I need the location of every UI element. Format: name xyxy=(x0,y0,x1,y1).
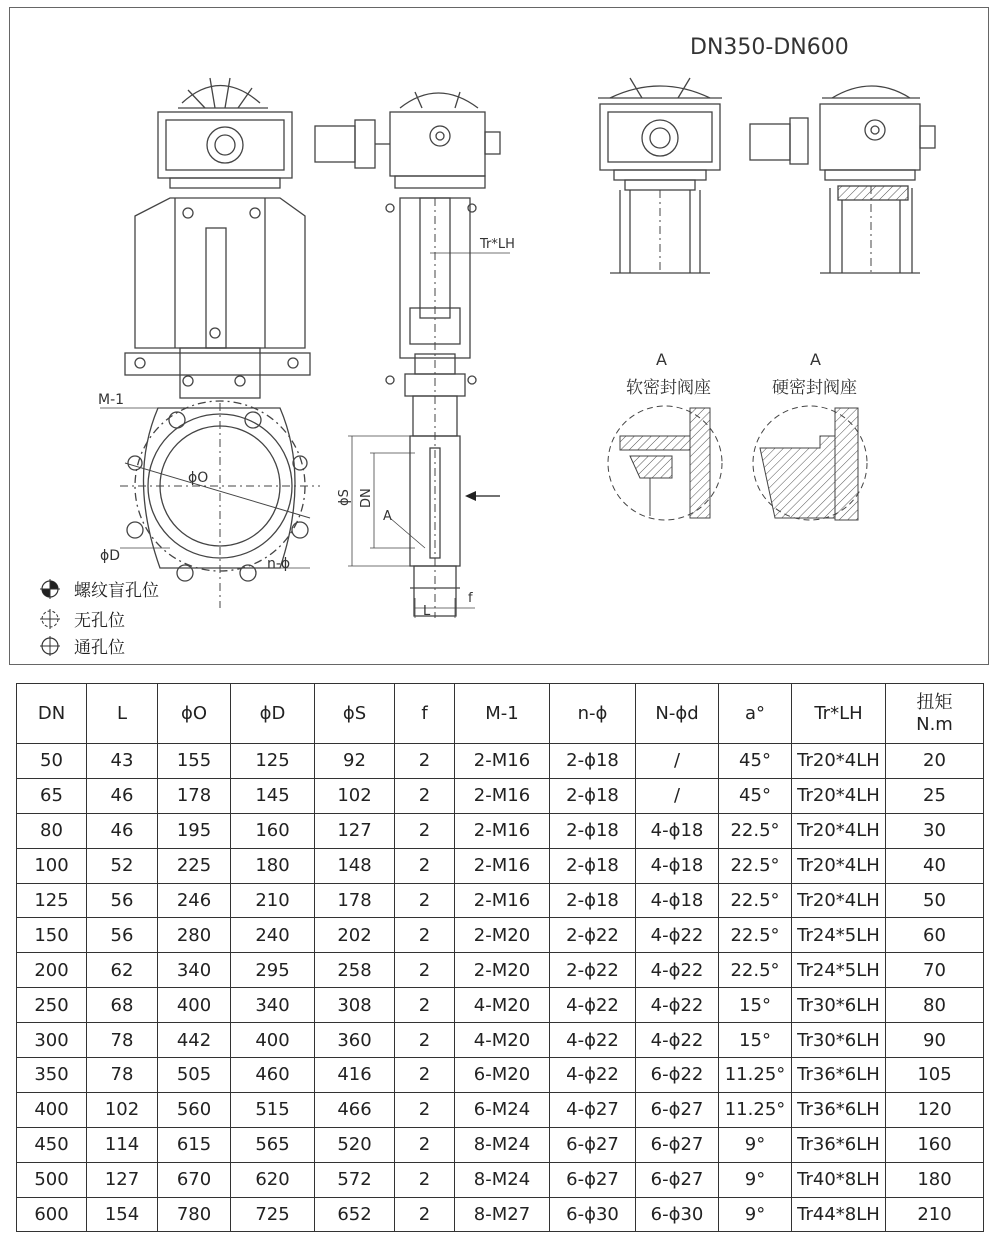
table-cell: Tr20*4LH xyxy=(792,778,886,813)
table-cell: 6-ϕ27 xyxy=(636,1092,719,1127)
table-cell: 2-ϕ18 xyxy=(550,744,636,779)
label-phi-o: ϕO xyxy=(188,470,209,486)
table-cell: 2-M16 xyxy=(455,883,550,918)
table-cell: 210 xyxy=(886,1197,984,1232)
table-cell: Tr36*6LH xyxy=(792,1092,886,1127)
table-cell: 56 xyxy=(87,918,158,953)
table-cell: 308 xyxy=(315,988,395,1023)
table-cell: 6-ϕ30 xyxy=(636,1197,719,1232)
table-cell: 6-ϕ22 xyxy=(636,1058,719,1093)
table-cell: 70 xyxy=(886,953,984,988)
table-cell: 78 xyxy=(87,1023,158,1058)
table-cell: 160 xyxy=(886,1127,984,1162)
table-cell: 114 xyxy=(87,1127,158,1162)
side-view xyxy=(315,92,510,618)
header-torque-label: 扭矩 xyxy=(916,691,953,713)
table-cell: 460 xyxy=(231,1058,315,1093)
header-phi-o: ϕO xyxy=(158,684,231,744)
table-cell: Tr24*5LH xyxy=(792,953,886,988)
table-cell: 2 xyxy=(395,1092,455,1127)
table-cell: 6-ϕ30 xyxy=(550,1197,636,1232)
spec-table xyxy=(16,683,984,1232)
table-cell: 505 xyxy=(158,1058,231,1093)
table-cell: 4-ϕ18 xyxy=(636,883,719,918)
detail-a-hard-caption: 硬密封阀座 xyxy=(772,378,857,398)
table-cell: 90 xyxy=(886,1023,984,1058)
table-cell: 195 xyxy=(158,813,231,848)
table-row xyxy=(17,848,984,883)
table-cell: 652 xyxy=(315,1197,395,1232)
table-cell: 100 xyxy=(17,848,87,883)
detail-a-soft-caption: 软密封阀座 xyxy=(626,378,711,398)
table-cell: 125 xyxy=(17,883,87,918)
table-cell: 6-ϕ27 xyxy=(636,1162,719,1197)
table-cell: 125 xyxy=(231,744,315,779)
header-phi-s: ϕS xyxy=(315,684,395,744)
table-cell: 6-M20 xyxy=(455,1058,550,1093)
table-cell: Tr36*6LH xyxy=(792,1127,886,1162)
table-cell: 102 xyxy=(315,778,395,813)
table-cell: 295 xyxy=(231,953,315,988)
table-cell: 40 xyxy=(886,848,984,883)
large-size-views xyxy=(598,78,935,273)
table-cell: 60 xyxy=(886,918,984,953)
table-cell: 6-ϕ27 xyxy=(636,1127,719,1162)
table-cell: 240 xyxy=(231,918,315,953)
table-cell: / xyxy=(636,778,719,813)
legend-threaded-blind-hole xyxy=(40,576,159,601)
table-cell: 145 xyxy=(231,778,315,813)
table-cell: 56 xyxy=(87,883,158,918)
table-cell: 178 xyxy=(315,883,395,918)
table-cell: 442 xyxy=(158,1023,231,1058)
table-cell: 4-ϕ22 xyxy=(550,1023,636,1058)
table-cell: 2-M20 xyxy=(455,953,550,988)
range-title: DN350-DN600 xyxy=(690,35,849,60)
table-cell: Tr36*6LH xyxy=(792,1058,886,1093)
table-row xyxy=(17,988,984,1023)
header-n-phi: n-ϕ xyxy=(550,684,636,744)
table-cell: Tr30*6LH xyxy=(792,988,886,1023)
table-cell: 225 xyxy=(158,848,231,883)
table-cell: 2-M16 xyxy=(455,778,550,813)
table-cell: Tr24*5LH xyxy=(792,918,886,953)
table-cell: 416 xyxy=(315,1058,395,1093)
table-cell: 8-M24 xyxy=(455,1127,550,1162)
table-cell: 15° xyxy=(719,988,792,1023)
table-cell: 150 xyxy=(17,918,87,953)
table-cell: Tr30*6LH xyxy=(792,1023,886,1058)
table-cell: / xyxy=(636,744,719,779)
table-cell: 258 xyxy=(315,953,395,988)
table-cell: 2 xyxy=(395,1023,455,1058)
table-cell: 50 xyxy=(886,883,984,918)
detail-a-hard-seal xyxy=(753,406,867,520)
table-cell: 80 xyxy=(886,988,984,1023)
table-cell: 80 xyxy=(17,813,87,848)
table-cell: 22.5° xyxy=(719,883,792,918)
table-cell: 43 xyxy=(87,744,158,779)
table-cell: 2-ϕ18 xyxy=(550,848,636,883)
table-cell: 46 xyxy=(87,778,158,813)
table-cell: 2 xyxy=(395,778,455,813)
front-view xyxy=(100,78,320,608)
table-cell: 9° xyxy=(719,1197,792,1232)
table-cell: 2-M16 xyxy=(455,848,550,883)
header-n-phi-d: N-ϕd xyxy=(636,684,719,744)
table-cell: 400 xyxy=(17,1092,87,1127)
table-cell: 45° xyxy=(719,778,792,813)
table-row xyxy=(17,1197,984,1232)
table-cell: 127 xyxy=(315,813,395,848)
table-cell: 4-ϕ22 xyxy=(636,1023,719,1058)
header-torque-unit: N.m xyxy=(916,713,953,735)
label-m1: M-1 xyxy=(98,392,125,408)
legend-label: 螺纹盲孔位 xyxy=(74,581,159,601)
header-angle: a° xyxy=(719,684,792,744)
table-cell: 45° xyxy=(719,744,792,779)
table-cell: 560 xyxy=(158,1092,231,1127)
table-cell: 620 xyxy=(231,1162,315,1197)
table-cell: 22.5° xyxy=(719,813,792,848)
table-cell: 52 xyxy=(87,848,158,883)
table-cell: 450 xyxy=(17,1127,87,1162)
threaded-blind-hole-icon xyxy=(40,579,60,599)
label-l: L xyxy=(423,604,431,619)
table-cell: 11.25° xyxy=(719,1092,792,1127)
table-cell: 11.25° xyxy=(719,1058,792,1093)
table-cell: 22.5° xyxy=(719,918,792,953)
table-cell: 2 xyxy=(395,813,455,848)
table-cell: 102 xyxy=(87,1092,158,1127)
table-cell: 4-ϕ22 xyxy=(550,988,636,1023)
table-cell: 4-M20 xyxy=(455,988,550,1023)
table-cell: 22.5° xyxy=(719,848,792,883)
table-row xyxy=(17,778,984,813)
table-cell: 180 xyxy=(886,1162,984,1197)
table-cell: 4-ϕ22 xyxy=(636,953,719,988)
table-cell: 4-ϕ22 xyxy=(636,988,719,1023)
table-cell: 200 xyxy=(17,953,87,988)
through-hole-icon xyxy=(40,636,60,656)
table-cell: 50 xyxy=(17,744,87,779)
table-cell: 4-ϕ22 xyxy=(636,918,719,953)
table-cell: 2-ϕ18 xyxy=(550,883,636,918)
table-row xyxy=(17,744,984,779)
table-cell: 46 xyxy=(87,813,158,848)
table-row xyxy=(17,918,984,953)
header-torque xyxy=(886,684,984,744)
table-row xyxy=(17,1058,984,1093)
label-f: f xyxy=(468,591,473,606)
legend-label: 无孔位 xyxy=(74,611,125,631)
table-row xyxy=(17,953,984,988)
table-cell: 670 xyxy=(158,1162,231,1197)
label-phi-d: ϕD xyxy=(100,548,121,564)
table-cell: 8-M24 xyxy=(455,1162,550,1197)
table-cell: 2 xyxy=(395,1058,455,1093)
valve-drawing xyxy=(10,8,990,666)
table-cell: 2 xyxy=(395,848,455,883)
table-cell: 725 xyxy=(231,1197,315,1232)
label-phi-s: ϕS xyxy=(337,489,352,506)
table-cell: 4-ϕ18 xyxy=(636,848,719,883)
table-cell: 4-ϕ22 xyxy=(550,1058,636,1093)
table-cell: 2-ϕ22 xyxy=(550,918,636,953)
table-cell: 2-ϕ18 xyxy=(550,778,636,813)
table-cell: 600 xyxy=(17,1197,87,1232)
table-row xyxy=(17,813,984,848)
table-row xyxy=(17,1023,984,1058)
table-cell: 400 xyxy=(158,988,231,1023)
table-cell: 515 xyxy=(231,1092,315,1127)
table-cell: 6-ϕ27 xyxy=(550,1127,636,1162)
table-cell: 148 xyxy=(315,848,395,883)
table-cell: 565 xyxy=(231,1127,315,1162)
table-cell: 615 xyxy=(158,1127,231,1162)
label-dn: DN xyxy=(359,488,374,508)
table-cell: Tr20*4LH xyxy=(792,813,886,848)
table-cell: 6-ϕ27 xyxy=(550,1162,636,1197)
table-cell: 2 xyxy=(395,744,455,779)
spec-table-body xyxy=(17,744,984,1232)
table-cell: 250 xyxy=(17,988,87,1023)
table-cell: 127 xyxy=(87,1162,158,1197)
header-dn: DN xyxy=(17,684,87,744)
table-header-row xyxy=(17,684,984,744)
table-cell: 4-ϕ27 xyxy=(550,1092,636,1127)
table-cell: 2-M16 xyxy=(455,744,550,779)
table-row xyxy=(17,1092,984,1127)
table-cell: 22.5° xyxy=(719,953,792,988)
table-cell: Tr44*8LH xyxy=(792,1197,886,1232)
label-n-phi: n-ϕ xyxy=(267,556,291,572)
table-cell: 25 xyxy=(886,778,984,813)
table-cell: 340 xyxy=(231,988,315,1023)
detail-a-soft-seal xyxy=(608,406,722,520)
table-cell: 280 xyxy=(158,918,231,953)
table-cell: 8-M27 xyxy=(455,1197,550,1232)
table-cell: 780 xyxy=(158,1197,231,1232)
table-row xyxy=(17,1127,984,1162)
table-cell: 572 xyxy=(315,1162,395,1197)
table-cell: 2 xyxy=(395,988,455,1023)
table-cell: 2-ϕ22 xyxy=(550,953,636,988)
legend-through-hole xyxy=(40,633,125,658)
table-cell: Tr20*4LH xyxy=(792,883,886,918)
detail-a-soft-letter: A xyxy=(656,350,667,369)
table-cell: 520 xyxy=(315,1127,395,1162)
no-hole-icon xyxy=(40,609,60,629)
label-tr-lh: Tr*LH xyxy=(480,237,515,252)
table-cell: 2 xyxy=(395,883,455,918)
header-f: f xyxy=(395,684,455,744)
table-cell: 2 xyxy=(395,1127,455,1162)
table-cell: Tr40*8LH xyxy=(792,1162,886,1197)
table-cell: 466 xyxy=(315,1092,395,1127)
table-cell: 154 xyxy=(87,1197,158,1232)
label-a: A xyxy=(383,509,392,524)
table-cell: 155 xyxy=(158,744,231,779)
table-cell: 9° xyxy=(719,1162,792,1197)
header-phi-d: ϕD xyxy=(231,684,315,744)
table-cell: 202 xyxy=(315,918,395,953)
detail-a-hard-letter: A xyxy=(810,350,821,369)
table-cell: Tr20*4LH xyxy=(792,848,886,883)
table-cell: 210 xyxy=(231,883,315,918)
table-cell: 340 xyxy=(158,953,231,988)
table-cell: 15° xyxy=(719,1023,792,1058)
drawing-frame xyxy=(9,7,989,665)
header-tr-lh: Tr*LH xyxy=(792,684,886,744)
table-cell: 4-ϕ18 xyxy=(636,813,719,848)
table-cell: 65 xyxy=(17,778,87,813)
table-cell: 246 xyxy=(158,883,231,918)
table-cell: Tr20*4LH xyxy=(792,744,886,779)
table-cell: 30 xyxy=(886,813,984,848)
header-l: L xyxy=(87,684,158,744)
table-cell: 2-ϕ18 xyxy=(550,813,636,848)
table-cell: 2 xyxy=(395,918,455,953)
table-cell: 400 xyxy=(231,1023,315,1058)
table-cell: 9° xyxy=(719,1127,792,1162)
table-cell: 78 xyxy=(87,1058,158,1093)
table-cell: 2-M20 xyxy=(455,918,550,953)
legend-no-hole xyxy=(40,606,125,631)
table-cell: 62 xyxy=(87,953,158,988)
table-cell: 6-M24 xyxy=(455,1092,550,1127)
table-cell: 68 xyxy=(87,988,158,1023)
table-cell: 2 xyxy=(395,953,455,988)
table-cell: 180 xyxy=(231,848,315,883)
table-cell: 120 xyxy=(886,1092,984,1127)
table-cell: 360 xyxy=(315,1023,395,1058)
table-cell: 350 xyxy=(17,1058,87,1093)
legend-label: 通孔位 xyxy=(74,638,125,658)
table-row xyxy=(17,1162,984,1197)
table-cell: 105 xyxy=(886,1058,984,1093)
table-cell: 178 xyxy=(158,778,231,813)
table-cell: 4-M20 xyxy=(455,1023,550,1058)
table-cell: 20 xyxy=(886,744,984,779)
table-cell: 2 xyxy=(395,1197,455,1232)
table-cell: 500 xyxy=(17,1162,87,1197)
table-cell: 300 xyxy=(17,1023,87,1058)
table-cell: 160 xyxy=(231,813,315,848)
table-cell: 2 xyxy=(395,1162,455,1197)
header-m1: M-1 xyxy=(455,684,550,744)
table-cell: 2-M16 xyxy=(455,813,550,848)
table-row xyxy=(17,883,984,918)
table-cell: 92 xyxy=(315,744,395,779)
